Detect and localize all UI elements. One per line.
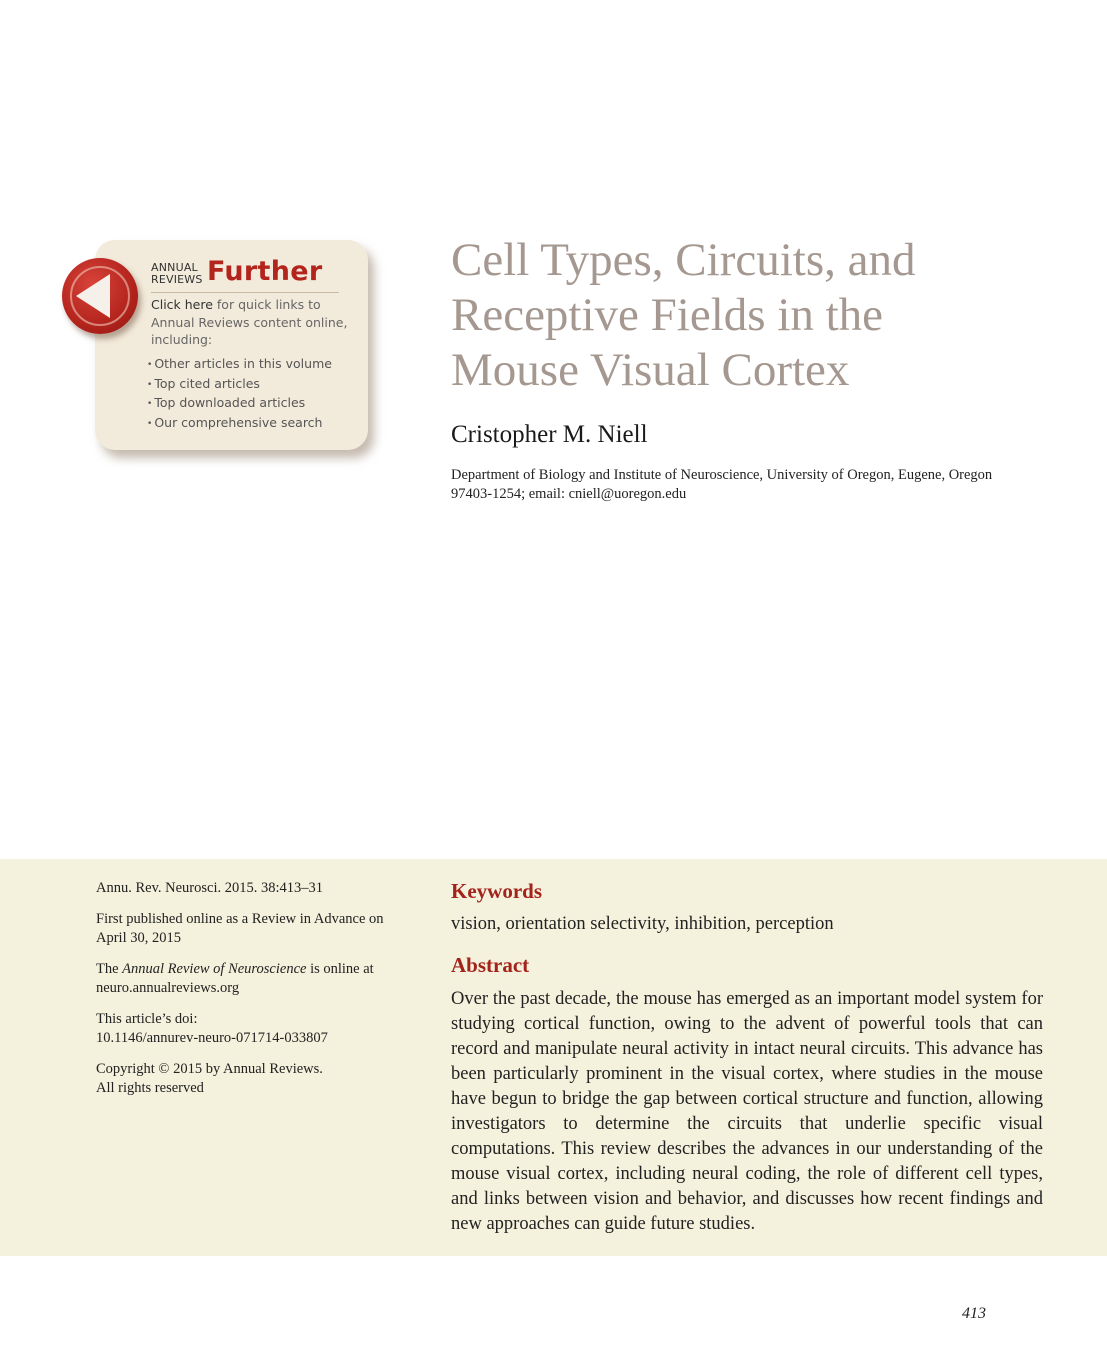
abstract-heading: Abstract bbox=[451, 953, 530, 977]
further-description bbox=[151, 296, 351, 349]
author-name: Cristopher M. Niell bbox=[451, 421, 648, 448]
article-title: Cell Types, Circuits, and Receptive Fields in the Mouse Visual Cortex bbox=[451, 234, 916, 396]
online-info bbox=[96, 960, 406, 999]
brand-line2: REVIEWS bbox=[151, 273, 203, 286]
online-prefix: The bbox=[96, 960, 123, 977]
article-metadata bbox=[96, 879, 406, 1110]
further-desc-text: for quick links to Annual Reviews content online, including: bbox=[151, 297, 348, 347]
keywords-text: vision, orientation selectivity, inhibition, perception bbox=[451, 914, 834, 934]
abstract-text: Over the past decade, the mouse has emerged as an important model system for studying cortical function, owing to the advent of powerful tools that can record and manipulate neural activity in intact neural circuits. This advance has been particularly prominent in the visual cortex, where studies in the mouse have begun to bridge the gap between cortical structure and function, allowing investigators to determine the circuits that underlie specific visual computations. This review describes the advances in our understanding of the mouse visual cortex, including neural coding, the role of different cell types, and links between vision and behavior, and discusses how recent findings and new approaches can guide future studies. bbox=[451, 989, 1043, 1234]
rights: All rights reserved bbox=[96, 1080, 204, 1096]
author-affiliation: Department of Biology and Institute of Neuroscience, University of Oregon, Eugene, Oregon 97403-1254; email: cniell@uoregon.edu bbox=[451, 467, 993, 502]
keywords-heading: Keywords bbox=[451, 879, 542, 903]
doi-label: This article’s doi: bbox=[96, 1010, 198, 1027]
click-here-link[interactable]: Click here bbox=[151, 297, 213, 312]
further-divider bbox=[151, 292, 339, 293]
journal-name: Annual Review of Neuroscience bbox=[122, 960, 307, 977]
page-number: 413 bbox=[962, 1305, 986, 1322]
copyright-block bbox=[96, 1060, 406, 1099]
further-list bbox=[147, 355, 332, 433]
first-published: First published online as a Review in Advance on April 30, 2015 bbox=[96, 910, 384, 946]
further-item-search[interactable]: • Our comprehensive search bbox=[147, 414, 332, 434]
doi-value[interactable]: 10.1146/annurev-neuro-071714-033807 bbox=[96, 1030, 328, 1046]
online-suffix: is online at neuro.annualreviews.org bbox=[96, 960, 374, 996]
further-label: Further bbox=[207, 256, 323, 287]
citation: Annu. Rev. Neurosci. 2015. 38:413–31 bbox=[96, 880, 324, 896]
further-item-top-downloaded[interactable]: • Top downloaded articles bbox=[147, 394, 332, 414]
brand-line1: ANNUAL bbox=[151, 261, 198, 274]
doi-block bbox=[96, 1010, 406, 1049]
annual-reviews-logo bbox=[151, 262, 203, 286]
back-arrow-icon[interactable] bbox=[62, 258, 138, 334]
copyright: Copyright © 2015 by Annual Reviews. bbox=[96, 1060, 323, 1077]
further-item-top-cited[interactable]: • Top cited articles bbox=[147, 375, 332, 395]
further-item-other-articles[interactable]: • Other articles in this volume bbox=[147, 355, 332, 375]
